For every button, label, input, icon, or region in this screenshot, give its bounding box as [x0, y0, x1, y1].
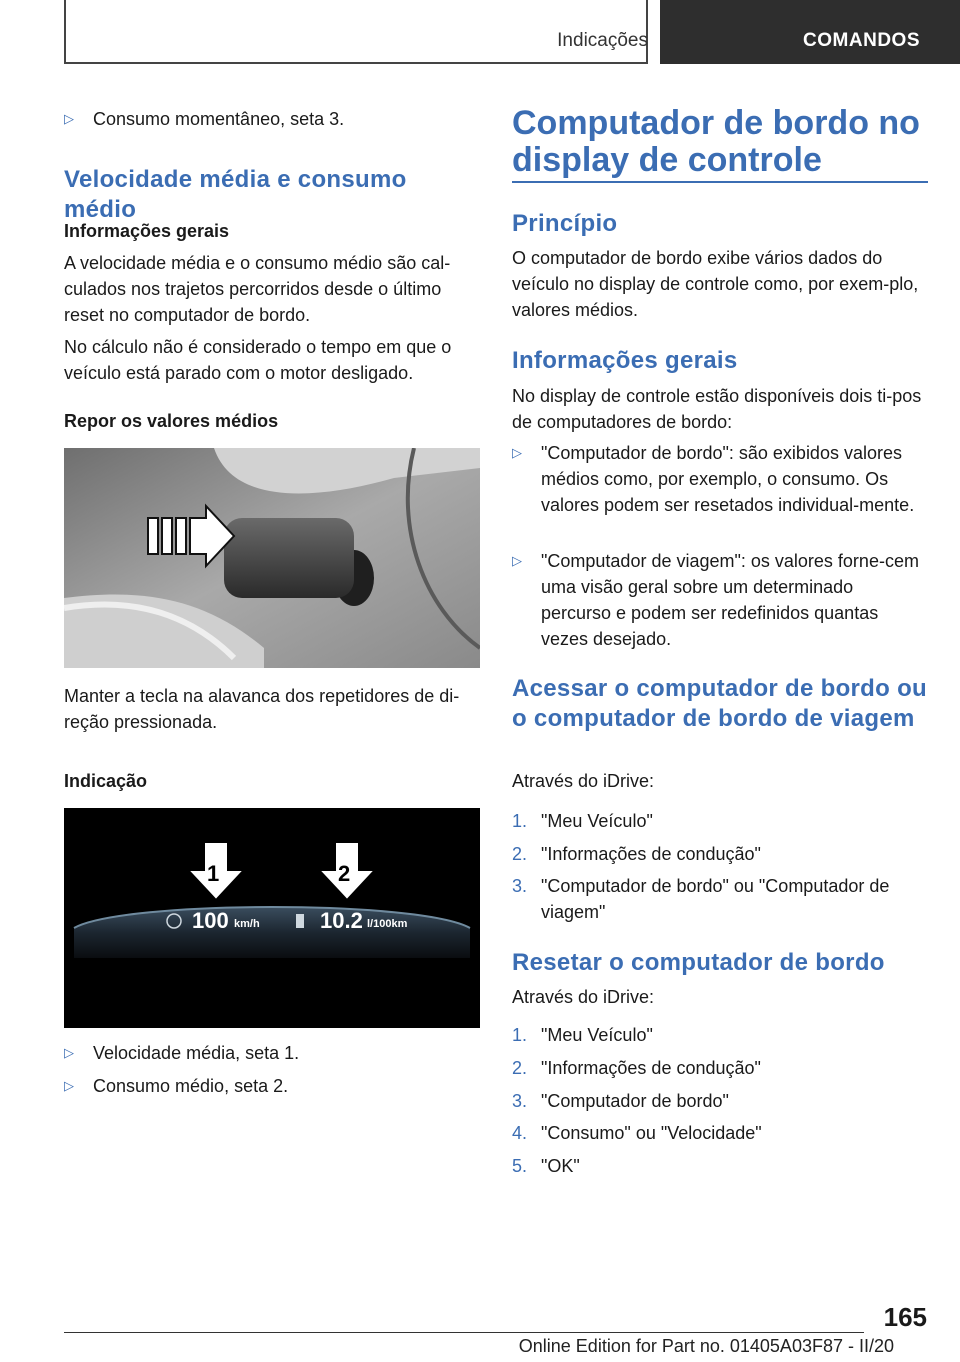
numbered-step [512, 1153, 928, 1179]
paragraph: No cálculo não é considerado o tempo em que o veículo está parado com o motor desligado. [64, 337, 452, 383]
bullet-item [64, 106, 480, 132]
turn-signal-lever-image [64, 448, 480, 668]
triangle-bullet-icon: ▷ [512, 445, 522, 460]
heading-reset-computer: Resetar o computador de bordo [512, 949, 885, 976]
step-text: "OK" [541, 1156, 580, 1176]
chapter-title: Computador de bordo no display de controle [512, 104, 920, 179]
numbered-step [512, 808, 928, 834]
header-line-left [64, 0, 66, 64]
step-number: 2. [512, 844, 528, 864]
bullet-text: "Computador de viagem": os valores forne-cem uma visão geral sobre um determinado percurso e podem ser redefinidos quantas vezes desejado. [541, 551, 919, 649]
step-text: "Meu Veículo" [541, 1025, 653, 1045]
step-text: "Computador de bordo" [541, 1091, 729, 1111]
numbered-step [512, 841, 928, 867]
step-text: "Consumo" ou "Velocidade" [541, 1123, 762, 1143]
step-number: 2. [512, 1058, 528, 1078]
step-number: 3. [512, 1091, 528, 1111]
page-number: 165 [883, 1302, 927, 1332]
section-heading: Velocidade média e consumo médio [64, 166, 407, 223]
image-caption: Manter a tecla na alavanca dos repetidores de di-reção pressionada. [64, 686, 460, 732]
speed-unit: km/h [234, 918, 260, 930]
numbered-step [512, 873, 928, 925]
cluster-graphic [64, 808, 480, 1028]
bullet-item [64, 1040, 480, 1066]
instrument-cluster-image [64, 808, 480, 1028]
step-text: "Computador de bordo" ou "Computador de viagem" [541, 876, 890, 922]
header-section-title: Indicações [557, 30, 648, 51]
header-chapter-tab [660, 0, 960, 64]
numbered-step [512, 1088, 928, 1114]
consumption-value: 10.2 [320, 908, 363, 933]
arrow-label-2: 2 [338, 861, 351, 886]
paragraph: No display de controle estão disponíveis dois ti-pos de computadores de bordo: [512, 386, 922, 432]
numbered-step [512, 1120, 928, 1146]
footer-edition-text: Online Edition for Part no. 01405A03F87 - II/20 [518, 1336, 894, 1356]
step-text: "Informações de condução" [541, 844, 761, 864]
triangle-bullet-icon: ▷ [512, 553, 522, 568]
arrow-label-1: 1 [207, 861, 220, 886]
step-number: 3. [512, 876, 528, 896]
bullet-text: Consumo médio, seta 2. [93, 1076, 289, 1096]
triangle-bullet-icon: ▷ [64, 111, 74, 126]
triangle-bullet-icon: ▷ [64, 1045, 74, 1060]
bullet-item [64, 1073, 480, 1099]
fuel-pump-icon [296, 914, 304, 928]
step-text: "Informações de condução" [541, 1058, 761, 1078]
speed-value: 100 [192, 908, 229, 933]
header-line-bottom [64, 62, 648, 64]
paragraph: A velocidade média e o consumo médio são cal-culados nos trajetos percorridos desde o último reset no computador de bordo. [64, 253, 451, 325]
numbered-step [512, 1022, 928, 1048]
step-number: 5. [512, 1156, 528, 1176]
consumption-unit: l/100km [367, 918, 408, 930]
paragraph: Através do iDrive: [512, 987, 655, 1007]
heading-access-computer: Acessar o computador de bordo ou o computador de bordo de viagem [512, 675, 927, 732]
bullet-item [512, 548, 928, 652]
footer-rule [64, 1332, 864, 1333]
bullet-text: Consumo momentâneo, seta 3. [93, 109, 345, 129]
title-rule [512, 181, 928, 183]
step-number: 1. [512, 1025, 528, 1045]
bullet-text: Velocidade média, seta 1. [93, 1043, 300, 1063]
paragraph: Através do iDrive: [512, 771, 655, 791]
triangle-bullet-icon: ▷ [64, 1078, 74, 1093]
heading-principle: Princípio [512, 210, 618, 237]
subheading-reset-values: Repor os valores médios [64, 411, 279, 431]
heading-general-info: Informações gerais [512, 347, 738, 374]
step-number: 4. [512, 1123, 528, 1143]
step-text: "Meu Veículo" [541, 811, 653, 831]
bullet-text: "Computador de bordo": são exibidos valores médios como, por exemplo, o consumo. Os valores podem ser resetados individual-mente. [541, 443, 915, 515]
paragraph: O computador de bordo exibe vários dados do veículo no display de controle como, por exem-plo, valores médios. [512, 248, 919, 320]
numbered-step [512, 1055, 928, 1081]
header-chapter-label: COMANDOS [803, 30, 920, 51]
step-number: 1. [512, 811, 528, 831]
subheading-general-info: Informações gerais [64, 221, 230, 241]
subheading-display: Indicação [64, 771, 148, 791]
bullet-item [512, 440, 928, 518]
